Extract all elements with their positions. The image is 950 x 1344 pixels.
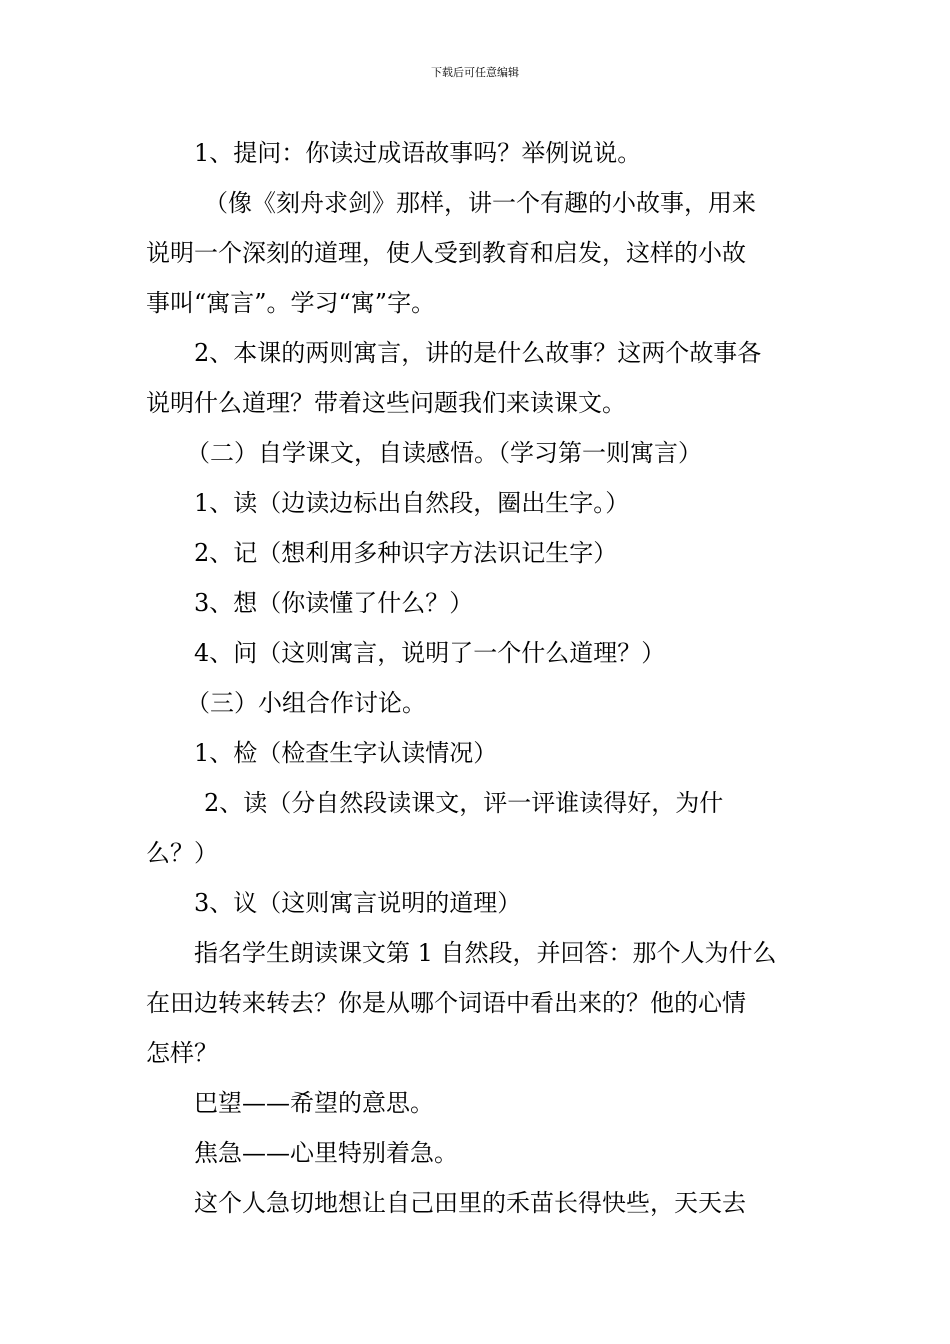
page-header-note: 下载后可任意编辑 [431,66,519,79]
list-item: 1、读（边读边标出自然段，圈出生字。） [194,489,630,517]
paragraph-line: 巴望——希望的意思。 [194,1089,434,1117]
list-item: 3、想（你读懂了什么？） [194,589,474,617]
paragraph-line: 2、本课的两则寓言，讲的是什么故事？这两个故事各 [194,339,762,367]
paragraph-line: 指名学生朗读课文第 1 自然段，并回答：那个人为什么 [194,939,777,967]
paragraph-line: 焦急——心里特别着急。 [194,1139,458,1167]
paragraph-line: 怎样？ [146,1039,218,1067]
paragraph-line: 这个人急切地想让自己田里的禾苗长得快些，天天去 [194,1189,746,1217]
list-item: 4、问（这则寓言，说明了一个什么道理？） [194,639,666,667]
paragraph-line: 说明一个深刻的道理，使人受到教育和启发，这样的小故 [146,239,746,267]
paragraph-line: 么？） [146,839,218,867]
section-heading: （三）小组合作讨论。 [186,689,426,717]
section-heading: （二）自学课文，自读感悟。（学习第一则寓言） [186,439,702,467]
list-item: 2、读（分自然段读课文，评一评谁读得好，为什 [204,789,724,817]
paragraph-line: 说明什么道理？带着这些问题我们来读课文。 [146,389,626,417]
list-item: 1、检（检查生字认读情况） [194,739,498,767]
list-item: 3、议（这则寓言说明的道理） [194,889,522,917]
paragraph-line: 1、提问：你读过成语故事吗？举例说说。 [194,139,642,167]
paragraph-line: 在田边转来转去？你是从哪个词语中看出来的？他的心情 [146,989,746,1017]
document-body [146,128,808,1228]
paragraph-line: （像《刻舟求剑》那样，讲一个有趣的小故事，用来 [204,189,756,217]
list-item: 2、记（想利用多种识字方法识记生字） [194,539,618,567]
paragraph-line: 事叫“寓言”。学习“寓”字。 [146,289,436,317]
